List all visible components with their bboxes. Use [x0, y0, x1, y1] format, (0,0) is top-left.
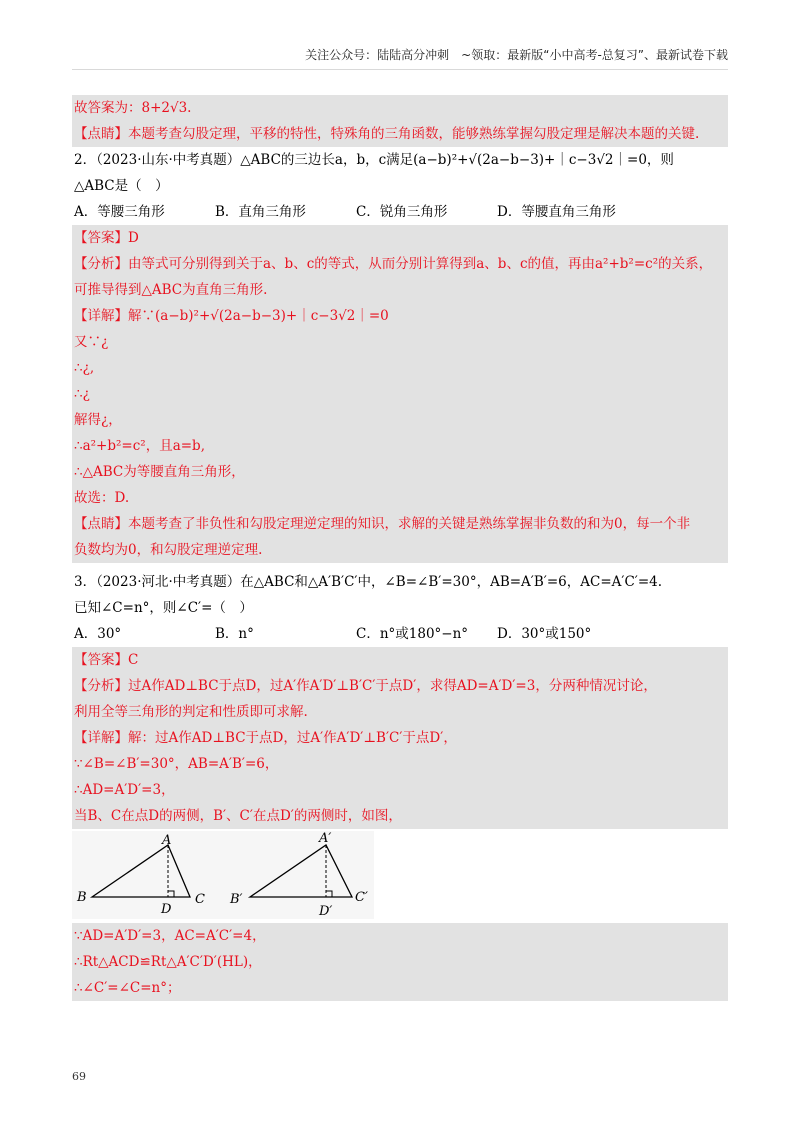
label-a-prime: A′	[319, 831, 332, 846]
page-header: 关注公众号：陆陆高分冲刺 ~领取：最新版“小中高考-总复习”、最新试卷下载	[305, 48, 728, 62]
question-2-comment-cont: 负数均为0，和勾股定理逆定理.	[72, 537, 728, 563]
question-2-options	[72, 199, 728, 225]
question-3-detail: ∴AD=A′D′=3，	[72, 777, 728, 803]
question-2-stem: 2．（2023·山东·中考真题）△ABC的三边长a，b，c满足(a−b)²+√(2a−b−3)+｜c−3√2｜=0，则	[74, 152, 674, 168]
option-c: C．锐角三角形	[356, 204, 448, 220]
option-a: A．30°	[74, 626, 122, 642]
question-2-detail: ∴△ABC为等腰直角三角形，	[72, 459, 728, 485]
answer-line: 故答案为：8+2√3.	[72, 95, 728, 121]
question-2-detail: 又∵¿	[72, 329, 728, 355]
triangle-figure	[72, 831, 728, 919]
option-a: A．等腰三角形	[74, 204, 165, 220]
right-angle-mark	[168, 891, 174, 897]
question-3-detail: ∴Rt△ACD≌Rt△A′C′D′(HL)，	[72, 949, 728, 975]
question-3-stem: 3．（2023·河北·中考真题）在△ABC和△A′B′C′中，∠B=∠B′=30°，AB=A′B′=6，AC=A′C′=4.	[74, 574, 663, 590]
document-body	[72, 95, 728, 1001]
triangle-a-prime-b-prime-c-prime	[250, 845, 352, 897]
question-3-detail: 【详解】解：过A作AD⊥BC于点D，过A′作A′D′⊥B′C′于点D′，	[72, 725, 728, 751]
question-2-analysis-cont: 可推导得到△ABC为直角三角形.	[72, 277, 728, 303]
label-d: D	[161, 902, 172, 917]
label-b-prime: B′	[230, 892, 243, 907]
header-divider	[72, 69, 728, 70]
option-b: B．n°	[215, 626, 254, 642]
option-d: D．30°或150°	[497, 626, 592, 642]
question-3-analysis-cont: 利用全等三角形的判定和性质即可求解.	[72, 699, 728, 725]
right-angle-mark	[326, 891, 332, 897]
question-2-detail: 【详解】解∵(a−b)²+√(2a−b−3)+｜c−3√2｜=0	[72, 303, 728, 329]
question-2-stem-cont: △ABC是（ ）	[74, 178, 169, 194]
question-3-detail: ∴∠C′=∠C=n°；	[72, 975, 728, 1001]
question-3-options	[72, 621, 728, 647]
question-2-answer: 【答案】D	[72, 225, 728, 251]
option-d: D．等腰直角三角形	[497, 204, 616, 220]
question-3-detail: 当B、C在点D的两侧，B′、C′在点D′的两侧时，如图，	[72, 803, 728, 829]
question-3-analysis: 【分析】过A作AD⊥BC于点D，过A′作A′D′⊥B′C′于点D′，求得AD=A′D′=3，分两种情况讨论，	[72, 673, 728, 699]
label-a: A	[162, 833, 172, 848]
question-3-stem-cont: 已知∠C=n°，则∠C′=（ ）	[74, 600, 253, 616]
label-d-prime: D′	[319, 904, 333, 919]
question-2-detail: ∴¿,	[72, 355, 728, 381]
question-3-detail: ∵AD=A′D′=3，AC=A′C′=4，	[72, 923, 728, 949]
question-2-detail: 解得¿，	[72, 407, 728, 433]
question-2-detail: 故选：D.	[72, 485, 728, 511]
label-c: C	[195, 892, 205, 907]
triangle-figure-svg	[72, 831, 374, 919]
question-2-comment: 【点睛】本题考查了非负性和勾股定理逆定理的知识，求解的关键是熟练掌握非负数的和为0，每一个非	[72, 511, 728, 537]
label-b: B	[77, 890, 87, 905]
page-number: 69	[72, 1070, 86, 1083]
option-c: C．n°或180°−n°	[356, 626, 469, 642]
question-2-detail: ∴¿	[72, 381, 728, 407]
triangle-abc	[92, 845, 190, 897]
question-3-answer: 【答案】C	[72, 647, 728, 673]
question-2-analysis: 【分析】由等式可分别得到关于a、b、c的等式，从而分别计算得到a、b、c的值，再由a²+b²=c²的关系，	[72, 251, 728, 277]
label-c-prime: C′	[355, 890, 368, 905]
comment-line: 【点睛】本题考查勾股定理，平移的特性，特殊角的三角函数，能够熟练掌握勾股定理是解决本题的关键.	[72, 121, 728, 147]
question-3-detail: ∵∠B=∠B′=30°，AB=A′B′=6，	[72, 751, 728, 777]
question-2-detail: ∴a²+b²=c²，且a=b,	[72, 433, 728, 459]
option-b: B．直角三角形	[215, 204, 306, 220]
